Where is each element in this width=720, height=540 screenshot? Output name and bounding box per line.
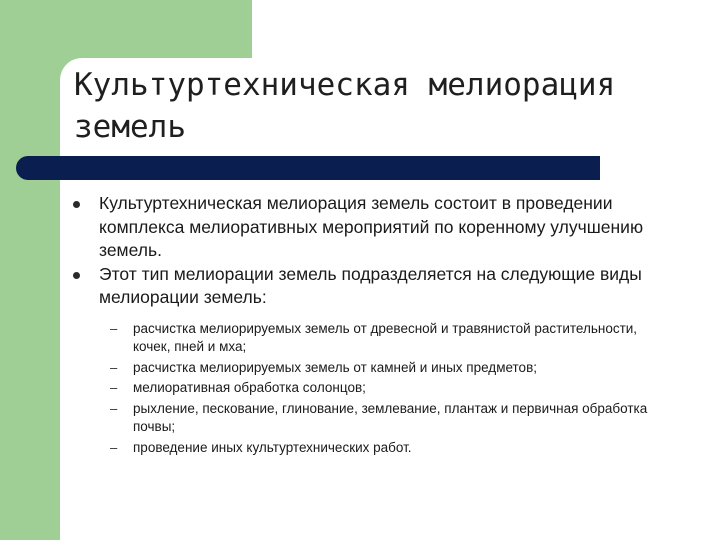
bullet-dot-icon — [73, 272, 80, 279]
dash-icon: – — [110, 400, 118, 416]
sub-bullet-item — [110, 400, 672, 437]
sub-bullet-text: проведение иных культуртехнических работ. — [133, 439, 412, 455]
sub-bullet-text: расчистка мелиорируемых земель от камней и иных предметов; — [133, 359, 537, 375]
dash-icon: – — [110, 380, 118, 395]
dash-icon: – — [110, 439, 118, 455]
sub-bullet-item — [110, 320, 672, 357]
bullet-text: Культуртехническая мелиорация земель состоит в проведении комплекса мелиоративных мероприятий по коренному улучшению земель. — [99, 193, 644, 260]
dash-icon: – — [110, 320, 118, 336]
bullet-text: Этот тип мелиорации земель подразделяется на следующие виды мелиорации земель: — [99, 263, 642, 307]
bullet-dot-icon — [73, 201, 80, 208]
sub-bullet-item — [110, 439, 672, 458]
sub-bullet-text: мелиоративная обработка солонцов; — [133, 380, 366, 395]
bullet-item — [72, 263, 672, 310]
sub-bullet-item — [110, 359, 672, 378]
sub-bullet-item — [110, 379, 672, 398]
sub-bullet-list — [72, 320, 672, 458]
slide-body — [72, 192, 672, 459]
slide-title: Культуртехническая мелиорация земель — [74, 67, 616, 145]
sub-bullet-text: рыхление, пескование, глинование, землевание, плантаж и первичная обработка почвы; — [133, 400, 648, 434]
dash-icon: – — [110, 359, 118, 375]
title-underline-bar — [16, 156, 600, 180]
bullet-item — [72, 192, 672, 263]
sub-bullet-text: расчистка мелиорируемых земель от древесной и травянистой растительности, кочек, пней и мха; — [133, 320, 638, 354]
